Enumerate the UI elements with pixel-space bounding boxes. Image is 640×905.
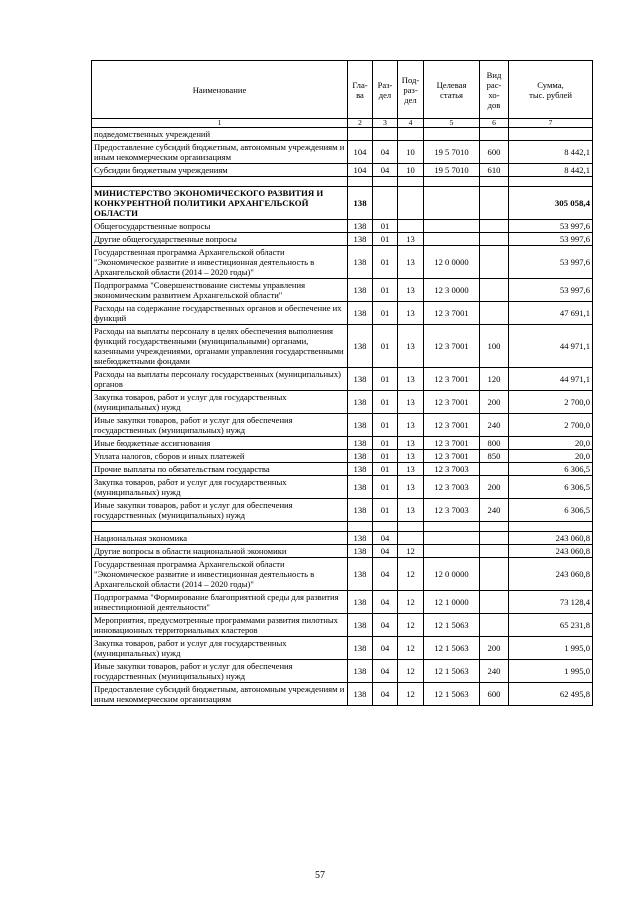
cell-name: Подпрограмма "Совершенствование системы управления экономическим развитием Архангельской области" [92, 279, 348, 302]
cell-sum [509, 177, 593, 187]
cell-razdel: 01 [373, 246, 398, 279]
cell-sum: 6 306,5 [509, 476, 593, 499]
cell-name: МИНИСТЕРСТВО ЭКОНОМИЧЕСКОГО РАЗВИТИЯ И КОНКУРЕНТНОЙ ПОЛИТИКИ АРХАНГЕЛЬСКОЙ ОБЛАСТИ [92, 187, 348, 220]
cell-vid [480, 532, 509, 545]
cell-vid [480, 522, 509, 532]
cell-target: 12 3 7001 [424, 391, 480, 414]
cell-glava: 138 [348, 325, 373, 368]
header-name: Наименование [92, 61, 348, 119]
cell-target [424, 220, 480, 233]
cell-vid: 610 [480, 164, 509, 177]
cell-target: 12 3 7001 [424, 368, 480, 391]
cell-target: 12 3 0000 [424, 279, 480, 302]
cell-podrazdel: 13 [398, 325, 424, 368]
cell-sum [509, 128, 593, 141]
cell-vid [480, 614, 509, 637]
cell-target: 12 0 0000 [424, 246, 480, 279]
cell-razdel: 04 [373, 164, 398, 177]
table-row [92, 476, 593, 499]
cell-razdel: 04 [373, 614, 398, 637]
cell-glava: 138 [348, 476, 373, 499]
cell-glava: 138 [348, 391, 373, 414]
cell-name: подведомственных учреждений [92, 128, 348, 141]
col-number: 5 [424, 119, 480, 128]
cell-target [424, 522, 480, 532]
cell-target: 19 5 7010 [424, 164, 480, 177]
col-number: 7 [509, 119, 593, 128]
table-row [92, 187, 593, 220]
table-row [92, 463, 593, 476]
cell-name [92, 177, 348, 187]
cell-name: Национальная экономика [92, 532, 348, 545]
table-row [92, 532, 593, 545]
cell-target: 12 3 7001 [424, 414, 480, 437]
cell-razdel [373, 522, 398, 532]
cell-vid [480, 558, 509, 591]
cell-razdel [373, 128, 398, 141]
cell-podrazdel: 12 [398, 683, 424, 706]
cell-glava: 138 [348, 532, 373, 545]
cell-razdel: 01 [373, 391, 398, 414]
cell-glava: 138 [348, 437, 373, 450]
cell-glava: 138 [348, 279, 373, 302]
cell-vid [480, 177, 509, 187]
cell-glava: 138 [348, 450, 373, 463]
table-body [92, 128, 593, 706]
cell-vid [480, 591, 509, 614]
cell-sum: 1 995,0 [509, 637, 593, 660]
cell-razdel: 01 [373, 499, 398, 522]
cell-glava: 138 [348, 683, 373, 706]
table-row [92, 683, 593, 706]
header-glava: Гла- ва [348, 61, 373, 119]
cell-razdel: 01 [373, 414, 398, 437]
cell-glava: 138 [348, 591, 373, 614]
cell-podrazdel: 12 [398, 637, 424, 660]
cell-vid [480, 302, 509, 325]
cell-glava: 138 [348, 545, 373, 558]
cell-sum: 243 060,8 [509, 558, 593, 591]
cell-sum: 8 442,1 [509, 164, 593, 177]
cell-vid [480, 128, 509, 141]
cell-razdel: 01 [373, 437, 398, 450]
cell-name: Общегосударственные вопросы [92, 220, 348, 233]
cell-vid: 850 [480, 450, 509, 463]
cell-target [424, 177, 480, 187]
table-row [92, 246, 593, 279]
cell-vid: 240 [480, 414, 509, 437]
cell-target: 12 3 7001 [424, 450, 480, 463]
header-podrazdel: Под- раз- дел [398, 61, 424, 119]
cell-name: Расходы на содержание государственных органов и обеспечение их функций [92, 302, 348, 325]
cell-glava: 138 [348, 220, 373, 233]
cell-name: Другие общегосударственные вопросы [92, 233, 348, 246]
cell-podrazdel [398, 522, 424, 532]
cell-glava: 138 [348, 660, 373, 683]
cell-glava [348, 128, 373, 141]
table-row [92, 545, 593, 558]
header-row [92, 61, 593, 119]
cell-name: Закупка товаров, работ и услуг для государственных (муниципальных) нужд [92, 476, 348, 499]
cell-name: Расходы на выплаты персоналу государственных (муниципальных) органов [92, 368, 348, 391]
table-row [92, 391, 593, 414]
cell-name: Закупка товаров, работ и услуг для государственных (муниципальных) нужд [92, 391, 348, 414]
cell-sum: 44 971,1 [509, 325, 593, 368]
cell-podrazdel: 13 [398, 437, 424, 450]
cell-vid: 240 [480, 499, 509, 522]
table-row [92, 325, 593, 368]
cell-razdel: 04 [373, 532, 398, 545]
cell-sum: 65 231,8 [509, 614, 593, 637]
cell-name: Закупка товаров, работ и услуг для государственных (муниципальных) нужд [92, 637, 348, 660]
cell-target: 12 1 5063 [424, 683, 480, 706]
cell-vid [480, 545, 509, 558]
cell-target: 19 5 7010 [424, 141, 480, 164]
cell-sum [509, 522, 593, 532]
cell-target [424, 545, 480, 558]
col-number: 3 [373, 119, 398, 128]
cell-target: 12 1 5063 [424, 614, 480, 637]
cell-razdel: 01 [373, 368, 398, 391]
table-row [92, 558, 593, 591]
cell-glava: 138 [348, 302, 373, 325]
table-row [92, 414, 593, 437]
cell-name: Расходы на выплаты персоналу в целях обеспечения выполнения функций государственными (муниципальными) органами, казенными учреждениями, органами управления государственными внебюджетными фондами [92, 325, 348, 368]
cell-glava: 138 [348, 233, 373, 246]
cell-sum: 1 995,0 [509, 660, 593, 683]
cell-glava: 138 [348, 414, 373, 437]
cell-razdel: 01 [373, 233, 398, 246]
cell-vid: 120 [480, 368, 509, 391]
cell-name: Иные бюджетные ассигнования [92, 437, 348, 450]
cell-podrazdel: 13 [398, 233, 424, 246]
cell-sum: 20,0 [509, 437, 593, 450]
cell-name: Субсидии бюджетным учреждениям [92, 164, 348, 177]
cell-name: Иные закупки товаров, работ и услуг для обеспечения государственных (муниципальных) нужд [92, 499, 348, 522]
cell-sum: 53 997,6 [509, 279, 593, 302]
cell-razdel: 01 [373, 220, 398, 233]
cell-target: 12 1 5063 [424, 660, 480, 683]
cell-podrazdel: 12 [398, 591, 424, 614]
cell-sum: 47 691,1 [509, 302, 593, 325]
cell-razdel: 04 [373, 660, 398, 683]
cell-target: 12 3 7001 [424, 302, 480, 325]
cell-vid [480, 220, 509, 233]
cell-sum: 53 997,6 [509, 220, 593, 233]
cell-podrazdel: 13 [398, 499, 424, 522]
table-row [92, 368, 593, 391]
cell-podrazdel: 12 [398, 558, 424, 591]
cell-podrazdel: 13 [398, 279, 424, 302]
cell-glava [348, 522, 373, 532]
cell-glava: 138 [348, 637, 373, 660]
cell-target [424, 233, 480, 246]
cell-target: 12 0 0000 [424, 558, 480, 591]
cell-name: Другие вопросы в области национальной экономики [92, 545, 348, 558]
cell-name: Государственная программа Архангельской области "Экономическое развитие и инвестиционная деятельность в Архангельской области (2014 – 2020 годы)" [92, 246, 348, 279]
cell-target: 12 3 7001 [424, 325, 480, 368]
header-sum: Сумма, тыс. рублей [509, 61, 593, 119]
cell-glava: 138 [348, 463, 373, 476]
cell-razdel: 01 [373, 476, 398, 499]
cell-vid: 600 [480, 683, 509, 706]
col-number: 4 [398, 119, 424, 128]
page-number: 57 [315, 870, 325, 881]
cell-name: Уплата налогов, сборов и иных платежей [92, 450, 348, 463]
cell-vid [480, 246, 509, 279]
cell-podrazdel [398, 128, 424, 141]
cell-glava: 104 [348, 164, 373, 177]
cell-glava: 138 [348, 614, 373, 637]
cell-vid [480, 279, 509, 302]
cell-vid [480, 463, 509, 476]
cell-podrazdel: 13 [398, 414, 424, 437]
table-row [92, 128, 593, 141]
cell-sum: 243 060,8 [509, 545, 593, 558]
cell-glava: 104 [348, 141, 373, 164]
cell-razdel: 04 [373, 558, 398, 591]
cell-name: Подпрограмма "Формирование благоприятной среды для развития инвестиционной деятельности" [92, 591, 348, 614]
header-razdel: Раз- дел [373, 61, 398, 119]
cell-razdel: 01 [373, 463, 398, 476]
cell-podrazdel [398, 177, 424, 187]
cell-razdel: 04 [373, 141, 398, 164]
cell-target: 12 3 7003 [424, 476, 480, 499]
cell-vid: 200 [480, 391, 509, 414]
cell-podrazdel: 13 [398, 302, 424, 325]
cell-razdel: 01 [373, 450, 398, 463]
cell-glava: 138 [348, 558, 373, 591]
cell-glava: 138 [348, 368, 373, 391]
cell-sum: 73 128,4 [509, 591, 593, 614]
table-row [92, 499, 593, 522]
cell-razdel: 01 [373, 325, 398, 368]
cell-podrazdel [398, 220, 424, 233]
cell-sum: 6 306,5 [509, 499, 593, 522]
cell-podrazdel: 12 [398, 660, 424, 683]
table-row [92, 660, 593, 683]
table-row [92, 637, 593, 660]
cell-vid [480, 187, 509, 220]
table-row [92, 164, 593, 177]
table-row [92, 437, 593, 450]
cell-glava: 138 [348, 187, 373, 220]
cell-razdel: 04 [373, 591, 398, 614]
cell-target: 12 3 7003 [424, 499, 480, 522]
table-row [92, 233, 593, 246]
header-target: Целевая статья [424, 61, 480, 119]
cell-podrazdel [398, 187, 424, 220]
cell-vid: 200 [480, 476, 509, 499]
cell-name: Иные закупки товаров, работ и услуг для обеспечения государственных (муниципальных) нужд [92, 414, 348, 437]
cell-razdel [373, 187, 398, 220]
cell-podrazdel: 13 [398, 391, 424, 414]
cell-glava [348, 177, 373, 187]
cell-podrazdel: 10 [398, 164, 424, 177]
cell-name [92, 522, 348, 532]
cell-podrazdel: 13 [398, 463, 424, 476]
cell-name: Мероприятия, предусмотренные программами развития пилотных инновационных территориальных кластеров [92, 614, 348, 637]
cell-podrazdel: 12 [398, 614, 424, 637]
table-row [92, 302, 593, 325]
cell-vid: 800 [480, 437, 509, 450]
table-row [92, 220, 593, 233]
cell-target: 12 1 0000 [424, 591, 480, 614]
cell-sum: 243 060,8 [509, 532, 593, 545]
cell-target [424, 128, 480, 141]
cell-podrazdel: 13 [398, 368, 424, 391]
cell-podrazdel [398, 532, 424, 545]
cell-vid: 600 [480, 141, 509, 164]
cell-name: Иные закупки товаров, работ и услуг для обеспечения государственных (муниципальных) нужд [92, 660, 348, 683]
table-row [92, 591, 593, 614]
cell-target: 12 3 7001 [424, 437, 480, 450]
cell-sum: 2 700,0 [509, 391, 593, 414]
column-number-row [92, 119, 593, 128]
spacer-row [92, 522, 593, 532]
cell-sum: 305 058,4 [509, 187, 593, 220]
col-number: 6 [480, 119, 509, 128]
cell-sum: 53 997,6 [509, 233, 593, 246]
cell-target: 12 3 7003 [424, 463, 480, 476]
cell-razdel: 04 [373, 683, 398, 706]
cell-target: 12 1 5063 [424, 637, 480, 660]
cell-target [424, 532, 480, 545]
cell-vid: 100 [480, 325, 509, 368]
cell-podrazdel: 10 [398, 141, 424, 164]
cell-sum: 2 700,0 [509, 414, 593, 437]
cell-vid: 240 [480, 660, 509, 683]
cell-sum: 62 495,8 [509, 683, 593, 706]
cell-glava: 138 [348, 499, 373, 522]
cell-podrazdel: 12 [398, 545, 424, 558]
table-row [92, 450, 593, 463]
budget-table [91, 60, 593, 706]
cell-podrazdel: 13 [398, 476, 424, 499]
header-vid: Вид рас- хо- дов [480, 61, 509, 119]
cell-razdel [373, 177, 398, 187]
cell-razdel: 04 [373, 637, 398, 660]
col-number: 2 [348, 119, 373, 128]
cell-sum: 44 971,1 [509, 368, 593, 391]
cell-sum: 8 442,1 [509, 141, 593, 164]
cell-name: Предоставление субсидий бюджетным, автономным учреждениям и иным некоммерческим организациям [92, 683, 348, 706]
cell-glava: 138 [348, 246, 373, 279]
cell-razdel: 01 [373, 302, 398, 325]
cell-podrazdel: 13 [398, 450, 424, 463]
cell-podrazdel: 13 [398, 246, 424, 279]
table-row [92, 141, 593, 164]
cell-razdel: 01 [373, 279, 398, 302]
spacer-row [92, 177, 593, 187]
cell-sum: 20,0 [509, 450, 593, 463]
cell-razdel: 04 [373, 545, 398, 558]
cell-name: Предоставление субсидий бюджетным, автономным учреждениям и иным некоммерческим организациям [92, 141, 348, 164]
table-row [92, 279, 593, 302]
cell-target [424, 187, 480, 220]
cell-vid: 200 [480, 637, 509, 660]
cell-sum: 53 997,6 [509, 246, 593, 279]
cell-name: Государственная программа Архангельской области "Экономическое развитие и инвестиционная деятельность в Архангельской области (2014 – 2020 годы)" [92, 558, 348, 591]
col-number: 1 [92, 119, 348, 128]
cell-sum: 6 306,5 [509, 463, 593, 476]
table-row [92, 614, 593, 637]
cell-vid [480, 233, 509, 246]
cell-name: Прочие выплаты по обязательствам государства [92, 463, 348, 476]
